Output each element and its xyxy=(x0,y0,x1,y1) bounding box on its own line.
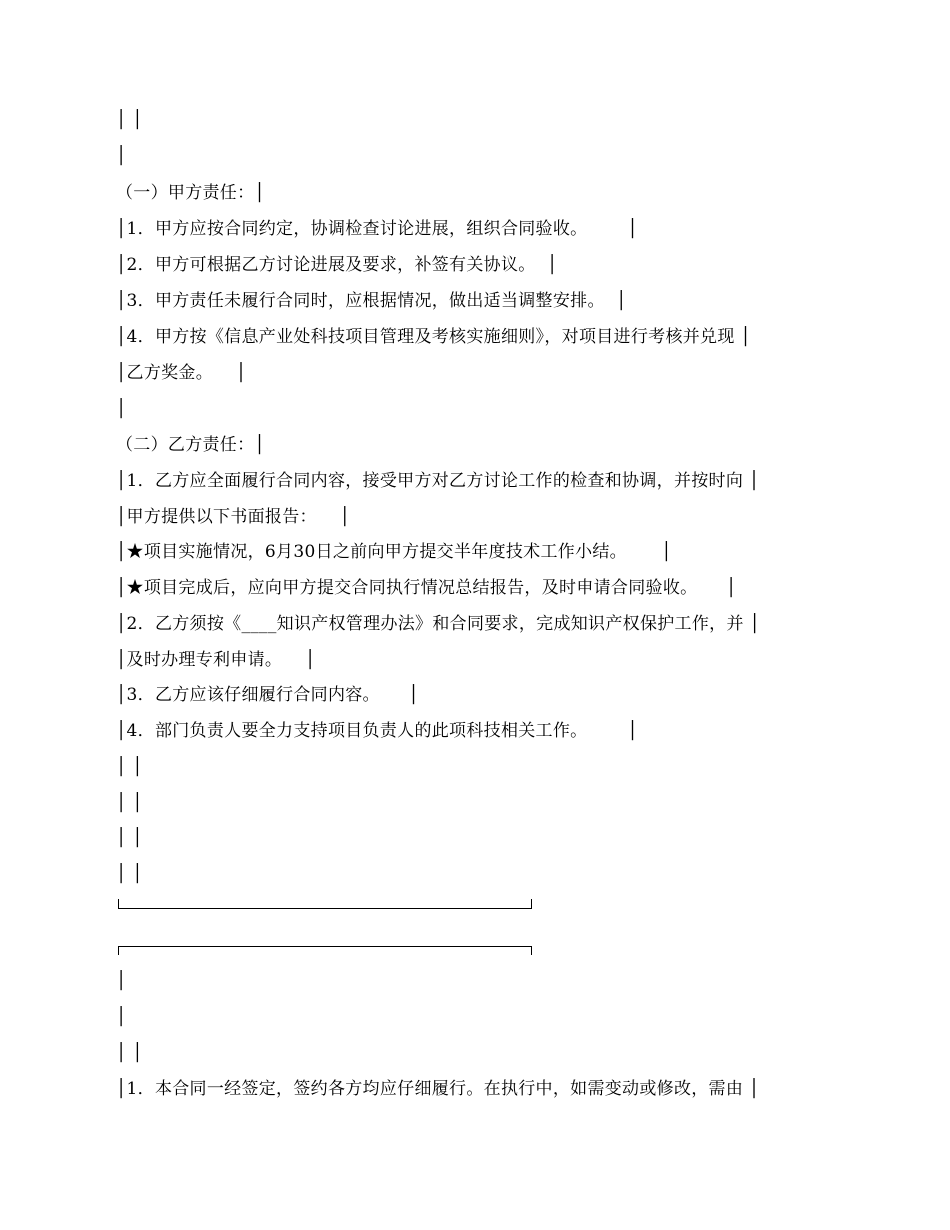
text-line: │ │ xyxy=(116,828,143,848)
text-line: │3．乙方应该仔细履行合同内容。 │ xyxy=(116,685,419,705)
box-corner-bottom-right xyxy=(531,899,532,908)
box-bottom-border xyxy=(118,908,532,909)
text-line: │ xyxy=(116,1007,127,1027)
text-line: │甲方提供以下书面报告： │ xyxy=(116,507,351,527)
text-line: │★项目完成后，应向甲方提交合同执行情况总结报告，及时申请合同验收。 │ xyxy=(116,578,737,598)
text-line: │3．甲方责任未履行合同时，应根据情况，做出适当调整安排。 │ xyxy=(116,291,627,311)
text-line: │乙方奖金。 │ xyxy=(116,363,247,383)
text-line: │1．乙方应全面履行合同内容，接受甲方对乙方讨论工作的检查和协调，并按时向 │ xyxy=(116,471,760,491)
box-corner-top-right xyxy=(531,946,532,955)
text-line: │ xyxy=(116,399,127,419)
section-heading-party-a: （一）甲方责任：│ xyxy=(116,183,265,203)
text-line: │ │ xyxy=(116,110,143,130)
section-heading-party-b: （二）乙方责任：│ xyxy=(116,435,265,455)
text-line: │及时办理专利申请。 │ xyxy=(116,650,316,670)
text-line: │2．甲方可根据乙方讨论进展及要求，补签有关协议。 │ xyxy=(116,255,558,275)
text-line: │ xyxy=(116,971,127,991)
text-line: │★项目实施情况，6月30日之前向甲方提交半年度技术工作小结。 │ xyxy=(116,542,672,562)
text-line: │4．部门负责人要全力支持项目负责人的此项科技相关工作。 │ xyxy=(116,721,638,741)
box-top-border xyxy=(118,946,532,947)
text-line: │ │ xyxy=(116,793,143,813)
text-line: │ │ xyxy=(116,1043,143,1063)
text-line: │2．乙方须按《____知识产权管理办法》和合同要求，完成知识产权保护工作，并 │ xyxy=(116,614,760,634)
text-line: │ xyxy=(116,146,127,166)
text-line: │1．甲方应按合同约定，协调检查讨论进展，组织合同验收。 │ xyxy=(116,219,638,239)
text-line: │1．本合同一经签定，签约各方均应仔细履行。在执行中，如需变动或修改，需由 │ xyxy=(116,1079,760,1099)
box-corner-bottom-left xyxy=(118,899,119,908)
box-corner-top-left xyxy=(118,946,119,955)
text-line: │4．甲方按《信息产业处科技项目管理及考核实施细则》，对项目进行考核并兑现 │ xyxy=(116,327,751,347)
text-line: │ │ xyxy=(116,757,143,777)
text-line: │ │ xyxy=(116,864,143,884)
